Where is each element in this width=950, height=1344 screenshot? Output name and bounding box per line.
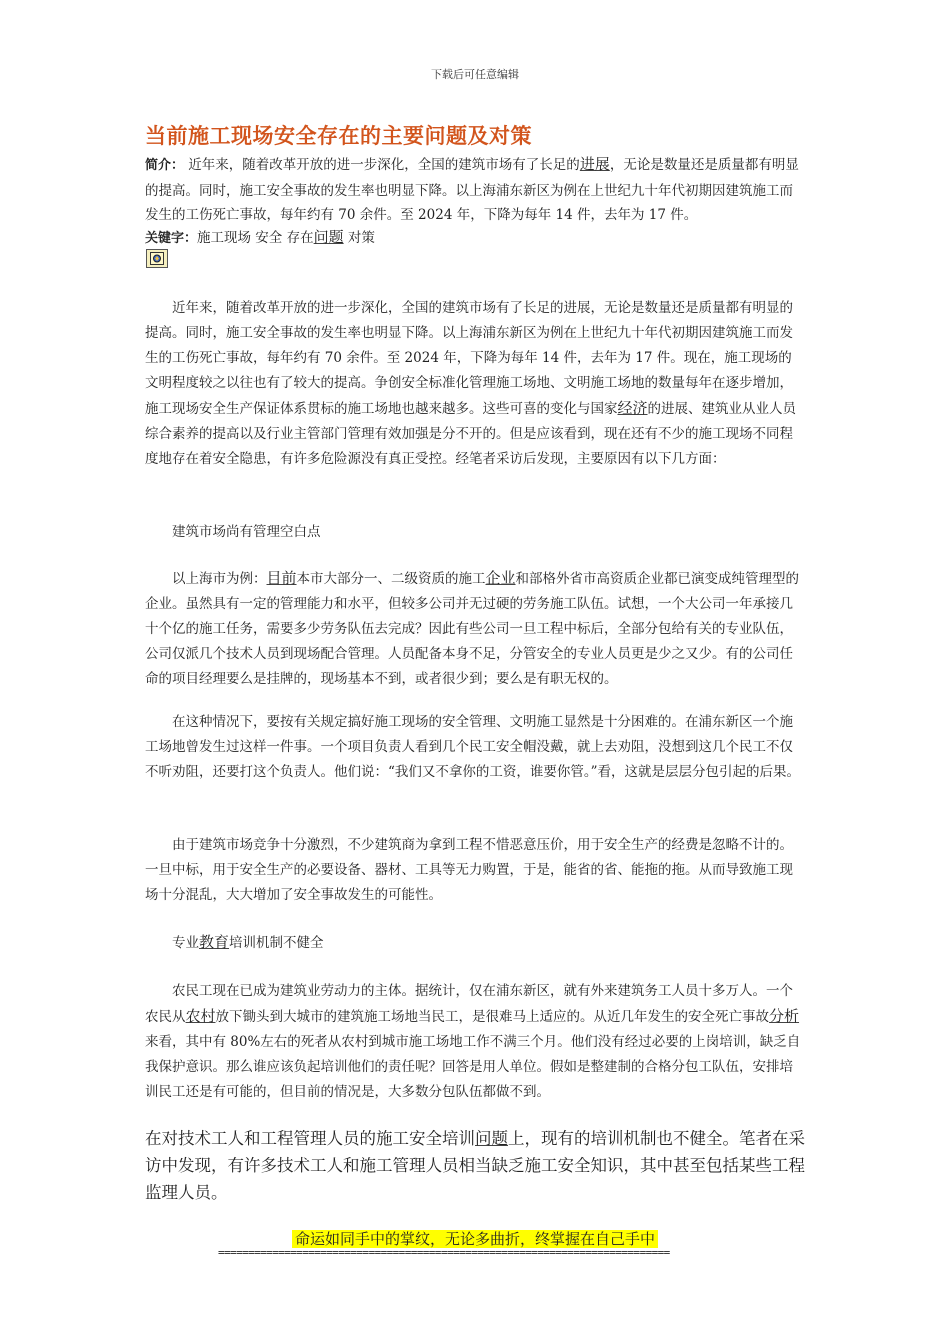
section-heading-2	[145, 930, 805, 956]
paragraph-6-text-b: 上，现有的培训机制也不健全。笔者在采访中发现，有许多技术工人和施工管理人员相当缺乏施工安全知识，其中甚至包括某些工程监理人员。	[145, 1129, 805, 1202]
section-heading-1	[145, 520, 805, 545]
paragraph-5	[145, 979, 805, 1105]
footer-divider: ===========================================================================	[218, 1246, 670, 1259]
paragraph-6	[145, 1125, 810, 1206]
paragraph-6-link[interactable]: 问题	[475, 1129, 508, 1148]
header-note: 下载后可任意编辑	[431, 68, 519, 81]
intro-text-a: 近年来，随着改革开放的进一步深化，全国的建筑市场有了长足的	[184, 157, 580, 173]
paragraph-2-link-2[interactable]: 企业	[485, 569, 516, 587]
paragraph-4	[145, 833, 805, 908]
paragraph-3-text: 在这种情况下，要按有关规定搞好施工现场的安全管理、文明施工显然是十分困难的。在浦东新区一个施工场地曾发生过这样一件事。一个项目负责人看到几个民工安全帽没戴，就上去劝阻，没想到这几个民工不仅不听劝阻，还要打这个负责人。他们说：“我们又不拿你的工资，谁要你管。”看，这就是层层分包引起的后果。	[145, 714, 801, 780]
keywords-items-b: 对策	[343, 230, 375, 246]
section-heading-2-link[interactable]: 教育	[199, 933, 230, 951]
paragraph-2-text-c: 和部格外省市高资质企业都已演变成纯管理型的企业。虽然具有一定的管理能力和水平，但较多公司并无过硬的劳务施工队伍。试想，一个大公司一年承接几十个亿的施工任务，需要多少劳务队伍去完成？因此有些公司一旦工程中标后，全部分包给有关的专业队伍，公司仅派几个技术人员到现场配合管理。人员配备本身不足，分管安全的专业人员更是少之又少。有的公司任命的项目经理要么是挂牌的，现场基本不到，或者很少到；要么是有职无权的。	[145, 571, 800, 687]
paragraph-3	[145, 710, 805, 785]
intro-label: 简介：	[145, 158, 185, 173]
paragraph-1-text-a: 近年来，随着改革开放的进一步深化，全国的建筑市场有了长足的进展，无论是数量还是质量都有明显的提高。同时，施工安全事故的发生率也明显下降。以上海浦东新区为例在上世纪九十年代初期因建筑施工而发生的工伤死亡事故，每年约有 70 余件。至 2024 年，下降为每年 14 件，去年为 17 件。现在，施工现场的文明程度较之以往也有了较大的提高。争创安全标准化管理施工场地、文明施工场地的数量每年在逐步增加，施工现场安全生产保证体系贯标的施工场地也越来越多。这些可喜的变化与国家	[145, 300, 793, 417]
footer-motto-text: 命运如同手中的掌纹，无论多曲折，终掌握在自己手中	[292, 1230, 658, 1248]
intro-text-b: ，无论是数量还是质量都有明显的提高。同时，施工安全事故的发生率也明显下降。以上海浦东新区为例在上世纪九十年代初期因建筑施工而发生的工伤死亡事故，每年约有 70 余件。至 2024 年，下降为每年 14 件，去年为 17 件。	[145, 157, 799, 223]
paragraph-2	[145, 566, 805, 692]
keywords-items-a: 施工现场 安全 存在	[197, 230, 314, 246]
keywords-link[interactable]: 问题	[313, 228, 344, 246]
paragraph-5-text-b: 放下锄头到大城市的建筑施工场地当民工，是很难马上适应的。从近几年发生的安全死亡事故	[215, 1009, 770, 1025]
paragraph-1-text-b: 的进展、建筑业从业人员综合素养的提高以及行业主管部门管理有效加强是分不开的。但是应该看到，现在还有不少的施工现场不同程度地存在着安全隐患，有许多危险源没有真正受控。经笔者采访后发现，主要原因有以下几方面：	[145, 401, 797, 467]
paragraph-2-text-a: 以上海市为例：	[172, 571, 267, 587]
paragraph-2-text-b: 本市大部分一、二级资质的施工	[296, 571, 486, 587]
paragraph-4-text: 由于建筑市场竞争十分激烈，不少建筑商为拿到工程不惜恶意压价，用于安全生产的经费是忽略不计的。一旦中标，用于安全生产的必要设备、器材、工具等无力购置，于是，能省的省、能拖的拖。从而导致施工现场十分混乱，大大增加了安全事故发生的可能性。	[145, 837, 793, 903]
picture-icon-glyph	[150, 252, 164, 265]
paragraph-1	[145, 296, 805, 472]
paragraph-2-link-1[interactable]: 目前	[266, 569, 297, 587]
section-heading-2-text-a: 专业	[172, 935, 199, 951]
intro-paragraph	[145, 152, 805, 228]
paragraph-5-link-1[interactable]: 农村	[185, 1007, 216, 1025]
keywords-label: 关键字：	[145, 231, 198, 246]
paragraph-5-text-a: 农民工现在已成为建筑业劳动力的主体。据统计，仅在浦东新区，就有外来建筑务工人员十多万人。一个农民从	[145, 983, 793, 1025]
page-title: 当前施工现场安全存在的主要问题及对策	[145, 123, 532, 148]
intro-link[interactable]: 进展	[579, 155, 610, 173]
section-heading-2-text-b: 培训机制不健全	[229, 935, 324, 951]
section-heading-1-text: 建筑市场尚有管理空白点	[172, 524, 321, 540]
paragraph-5-text-c: 来看，其中有 80%左右的死者从农村到城市施工场地工作不满三个月。他们没有经过必要的上岗培训，缺乏自我保护意识。那么谁应该负起培训他们的责任呢？回答是用人单位。假如是整建制的合格分包工队伍，安排培训民工还是有可能的，但目前的情况是，大多数分包队伍都做不到。	[145, 1034, 801, 1100]
picture-icon[interactable]	[146, 249, 168, 268]
paragraph-5-link-2[interactable]: 分析	[769, 1007, 800, 1025]
paragraph-6-text-a: 在对技术工人和工程管理人员的施工安全培训	[145, 1129, 475, 1148]
keywords-line	[145, 226, 375, 247]
paragraph-1-link[interactable]: 经济	[617, 399, 648, 417]
